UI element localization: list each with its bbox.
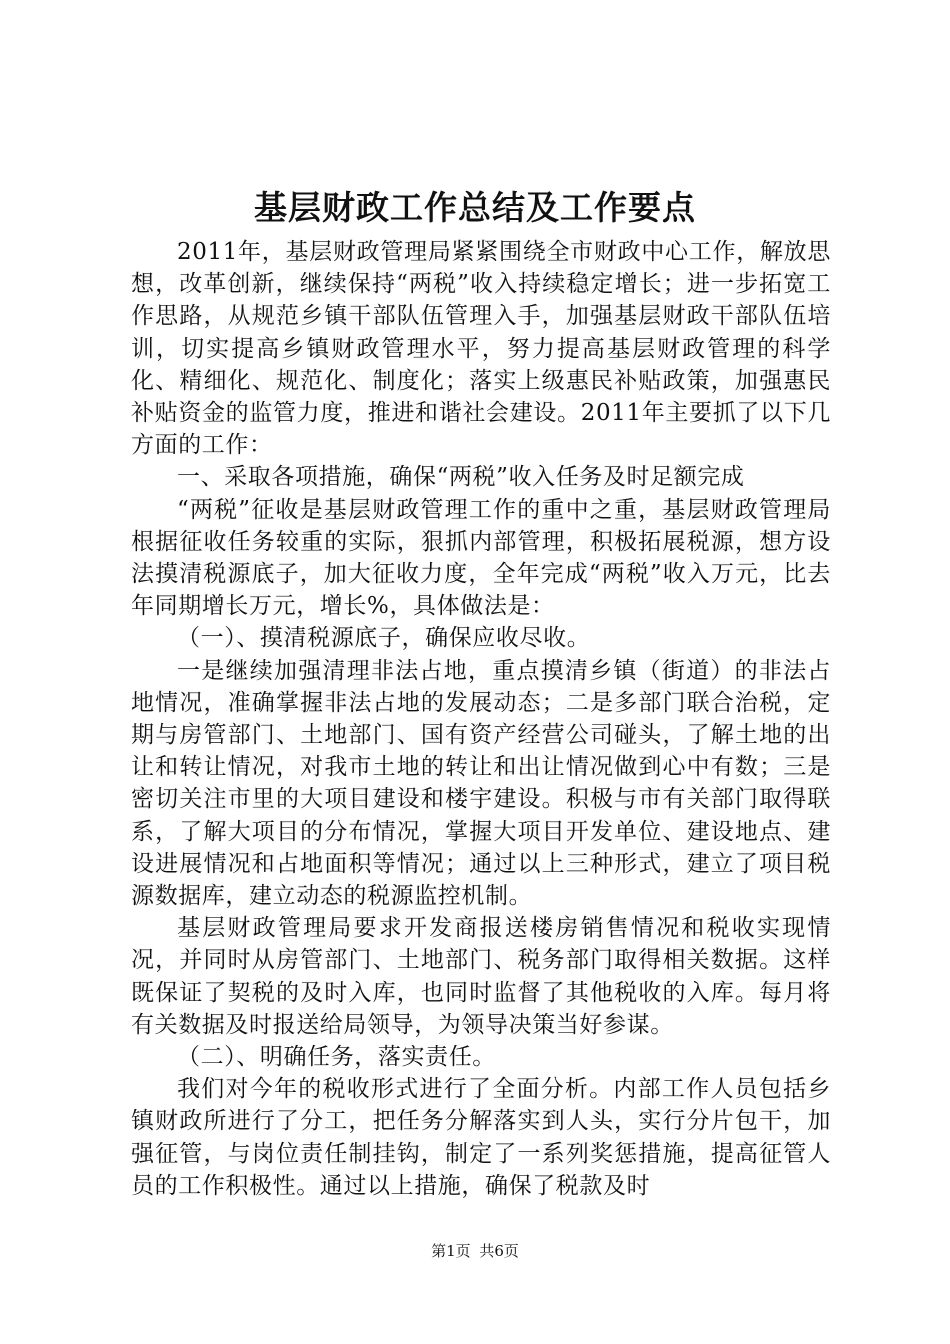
paragraph-responsibility: 我们对今年的税收形式进行了全面分析。内部工作人员包括乡镇财政所进行了分工，把任务分解落实到人头，实行分片包干，加强征管，与岗位责任制挂钩，制定了一系列奖惩措施，提高征管人员的工作积极性。通过以上措施，确保了税款及时 xyxy=(131,1076,831,1199)
section-heading-1: 一、采取各项措施，确保“两税”收入任务及时足额完成 xyxy=(177,464,745,491)
page-number: 第1页 xyxy=(431,1242,471,1260)
paragraph-intro: 2011年，基层财政管理局紧紧围绕全市财政中心工作，解放思想，改革创新，继续保持“两税”收入持续稳定增长；进一步拓宽工作思路，从规范乡镇干部队伍管理入手，加强基层财政干部队伍培训，切实提高乡镇财政管理水平，努力提高基层财政管理的科学化、精细化、规范化、制度化；落实上级惠民补贴政策，加强惠民补贴资金的监管力度，推进和谐社会建设。2011年主要抓了以下几方面的工作： xyxy=(131,239,831,459)
page-total: 共6页 xyxy=(479,1242,519,1260)
subsection-heading-1: （一）、摸清税源底子，确保应收尽收。 xyxy=(177,625,591,652)
subsection-heading-2: （二）、明确任务，落实责任。 xyxy=(177,1044,496,1071)
paragraph-two-tax: “两税”征收是基层财政管理工作的重中之重，基层财政管理局根据征收任务较重的实际，狠抓内部管理，积极拓展税源，想方设法摸清税源底子，加大征收力度，全年完成“两税”收入万元，比去年同期增长万元，增长%，具体做法是： xyxy=(131,496,831,620)
page-footer xyxy=(0,1240,950,1262)
document-body xyxy=(131,236,831,1202)
document-title: 基层财政工作总结及工作要点 xyxy=(254,188,696,227)
paragraph-tax-source: 一是继续加强清理非法占地，重点摸清乡镇（街道）的非法占地情况，准确掌握非法占地的发展动态；二是多部门联合治税，定期与房管部门、土地部门、国有资产经营公司碰头，了解土地的出让和转让情况，对我市土地的转让和出让情况做到心中有数；三是密切关注市里的大项目建设和楼宇建设。积极与市有关部门取得联系，了解大项目的分布情况，掌握大项目开发单位、建设地点、建设进展情况和占地面积等情况；通过以上三种形式，建立了项目税源数据库，建立动态的税源监控机制。 xyxy=(131,657,831,910)
paragraph-developer-report: 基层财政管理局要求开发商报送楼房销售情况和税收实现情况，并同时从房管部门、土地部门、税务部门取得相关数据。这样既保证了契税的及时入库，也同时监督了其他税收的入库。每月将有关数据及时报送给局领导，为领导决策当好参谋。 xyxy=(131,915,831,1038)
